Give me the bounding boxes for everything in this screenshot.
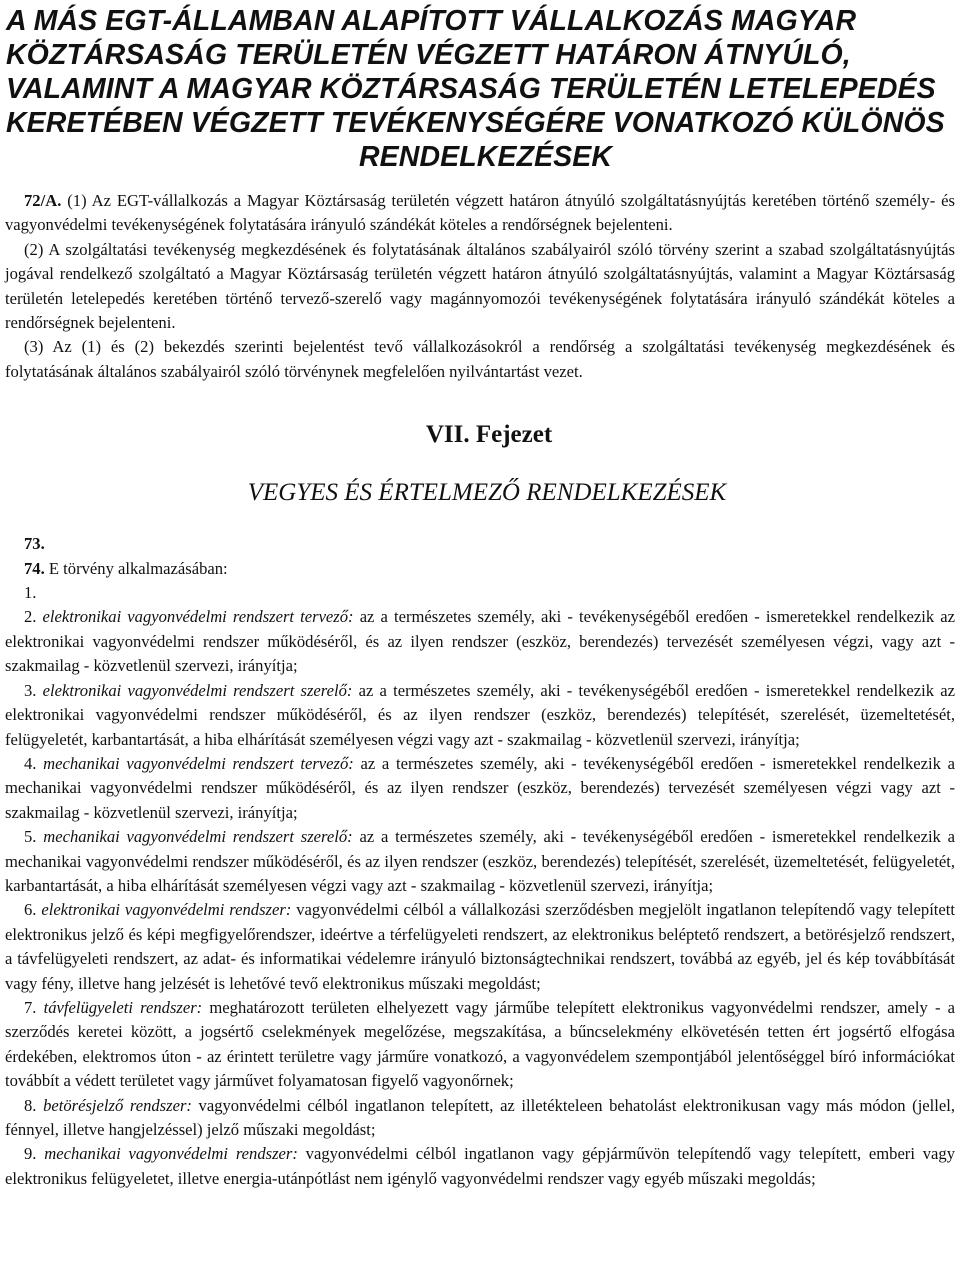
definition-text: vagyonvédelmi célból ingatlanon telepített, az illetékteleen behatolást elektronikusan vagy más módon (jellel, fénnyel, illetve hangjelzéssel) jelző műszaki megoldást;: [5, 1095, 956, 1139]
heading-line: KÖZTÁRSASÁG TERÜLETÉN VÉGZETT HATÁRON ÁTNYÚLÓ,: [6, 39, 851, 71]
document-body: [5, 189, 955, 1191]
item-number: 6.: [24, 900, 42, 920]
definition-item: [5, 679, 955, 752]
heading-line: RENDELKEZÉSEK: [359, 141, 613, 173]
definition-text: meghatározott területen elhelyezett vagy járműbe telepített elektronikus vagyonvédelmi rendszer, amely - a szerződés keretei között, a jogsértő cselekmények megelőzése, megszakítása, a bűncselekmény elkövetésén tetten ért jogsértő elfogása érdekében, elektromos úton - az érintett területre vagy járműre vonatkozó, a vagyonvédelem szempontjából jelentőséggel bíró információkat továbbít a védett területet vagy járművet folyamatosan figyelő vagyonőrnek;: [5, 997, 956, 1091]
section-74: [5, 557, 955, 581]
defined-term: betörésjelző rendszer:: [43, 1095, 192, 1115]
section-72a-paragraph-3: (3) Az (1) és (2) bekezdés szerinti bejelentést tevő vállalkozásokról a rendőrség a szolgáltatási tevékenység megkezdésének és folytatásának általános szabályairól szóló törvénynek megfelelően nyilvántartást vezet.: [5, 337, 955, 381]
chapter-title: VII. Fejezet: [425, 421, 553, 449]
defined-term: távfelügyeleti rendszer:: [43, 997, 203, 1017]
item-number: 9.: [24, 1144, 45, 1164]
item-number: 8.: [24, 1095, 44, 1115]
defined-term: mechanikai vagyonvédelmi rendszert szerelő:: [43, 827, 353, 847]
definition-text: vagyonvédelmi célból a vállalkozási szerződésben megjelölt ingatlanon telepítendő vagy telepített elektronikus jelző és képi megfigyelőrendszer, ideértve a térfelügyeleti rendszert, az elektronikus beléptető rendszert, a betörésjelző rendszert, a távfelügyeleti rendszert, az adat- és informatikai védelemre irányuló biztonságtechnikai rendszert, továbbá az egyéb, jel és kép továbbítását vagy fény, illetve hang jelzését is lehetővé tevő elektronikus műszaki megoldást;: [5, 900, 955, 993]
heading-line: KERETÉBEN VÉGZETT TEVÉKENYSÉGÉRE VONATKOZÓ KÜLÖNÖS: [6, 107, 945, 139]
section-number: 74.: [24, 558, 45, 578]
paragraph-text: E törvény alkalmazásában:: [44, 558, 228, 578]
item-number: 7.: [24, 997, 44, 1017]
definition-item: [5, 1094, 955, 1143]
definition-text: az a természetes személy, aki - tevékenységéből eredően - ismeretekkel rendelkezik az elektronikai vagyonvédelmi rendszer működéséről, és az ilyen rendszer (eszköz, berendezés) tervezését személyesen végzi, vagy azt - szakmailag - közvetlenül szervezi, irányítja;: [5, 607, 956, 676]
heading-line: VALAMINT A MAGYAR KÖZTÁRSASÁG TERÜLETÉN LETELEPEDÉS: [6, 73, 936, 105]
definition-text: az a természetes személy, aki - tevékenységéből eredően - ismeretekkel rendelkezik a mechanikai vagyonvédelmi rendszer működéséről, és az ilyen rendszer (eszköz, berendezés) tervezését személyesen végzi vagy azt - szakmailag - közvetlenül szervezi, irányítja;: [5, 753, 955, 822]
definition-item: [5, 825, 955, 898]
section-number: 72/A.: [24, 191, 62, 210]
item-number: 3.: [24, 680, 43, 700]
definition-item: [5, 996, 955, 1094]
definition-item: [5, 898, 955, 996]
item-number: 5.: [24, 827, 44, 847]
definition-text: vagyonvédelmi célból ingatlanon vagy gépjárművön telepítendő vagy telepített, emberi vagy elektronikus felügyeletet, illetve energia-utánpótlást nem igénylő vagyonvédelmi rendszer vagy egyéb műszaki megoldás;: [5, 1144, 955, 1188]
defined-term: elektronikai vagyonvédelmi rendszert szerelő:: [42, 680, 353, 700]
definition-item-1: 1.: [24, 583, 37, 603]
section-heading: [5, 0, 955, 174]
section-72a-paragraph-1: [5, 189, 955, 238]
chapter-subtitle: VEGYES ÉS ÉRTELMEZŐ RENDELKEZÉSEK: [247, 479, 727, 507]
item-number: 2.: [24, 607, 43, 627]
item-number: 4.: [24, 753, 44, 773]
section-number: 73.: [24, 534, 45, 554]
paragraph-text: (1) Az EGT-vállalkozás a Magyar Köztársaság területén végzett határon átnyúló szolgáltatásnyújtás keretében történő személy- és vagyonvédelmi tevékenységének folytatására irányuló szándékát köteles a rendőrségnek bejelenteni.: [5, 191, 955, 235]
defined-term: mechanikai vagyonvédelmi rendszer:: [44, 1144, 298, 1164]
defined-term: elektronikai vagyonvédelmi rendszer:: [41, 900, 292, 920]
defined-term: elektronikai vagyonvédelmi rendszert tervező:: [42, 607, 354, 627]
definition-item: [5, 752, 955, 825]
definition-item: [5, 605, 955, 678]
heading-line: A MÁS EGT-ÁLLAMBAN ALAPÍTOTT VÁLLALKOZÁS MAGYAR: [6, 5, 857, 37]
definition-text: az a természetes személy, aki - tevékenységéből eredően - ismeretekkel rendelkezik az elektronikai vagyonvédelmi rendszer működéséről, és az ilyen rendszer (eszköz, berendezés) telepítését, szerelését, üzemeltetését, felügyeletét, karbantartását, a hiba elhárítását személyesen végzi vagy azt - szakmailag - közvetlenül szervezi, irányítja;: [5, 680, 955, 749]
section-73: [5, 532, 955, 556]
definition-item: [5, 1142, 955, 1191]
defined-term: mechanikai vagyonvédelmi rendszert tervező:: [43, 753, 354, 773]
definition-text: az a természetes személy, aki - tevékenységéből eredően - ismeretekkel rendelkezik a mechanikai vagyonvédelmi rendszer működéséről, és az ilyen rendszer (eszköz, berendezés) telepítését, szerelését, üzemeltetését, felügyeletét, karbantartását, a hiba elhárítását személyesen végzi vagy azt - szakmailag - közvetlenül szervezi, irányítja;: [5, 827, 955, 895]
section-72a-paragraph-2: (2) A szolgáltatási tevékenység megkezdésének és folytatásának általános szabályairól szóló törvény szerint a szabad szolgáltatásnyújtás jogával rendelkező szolgáltató a Magyar Köztársaság területén végzett határon átnyúló szolgáltatásnyújtás, valamint a Magyar Köztársaság területén letelepedés keretében történő tervező-szerelő vagy magánnyomozói tevékenységének folytatására irányuló szándékát köteles a rendőrségnek bejelenteni.: [5, 239, 955, 333]
